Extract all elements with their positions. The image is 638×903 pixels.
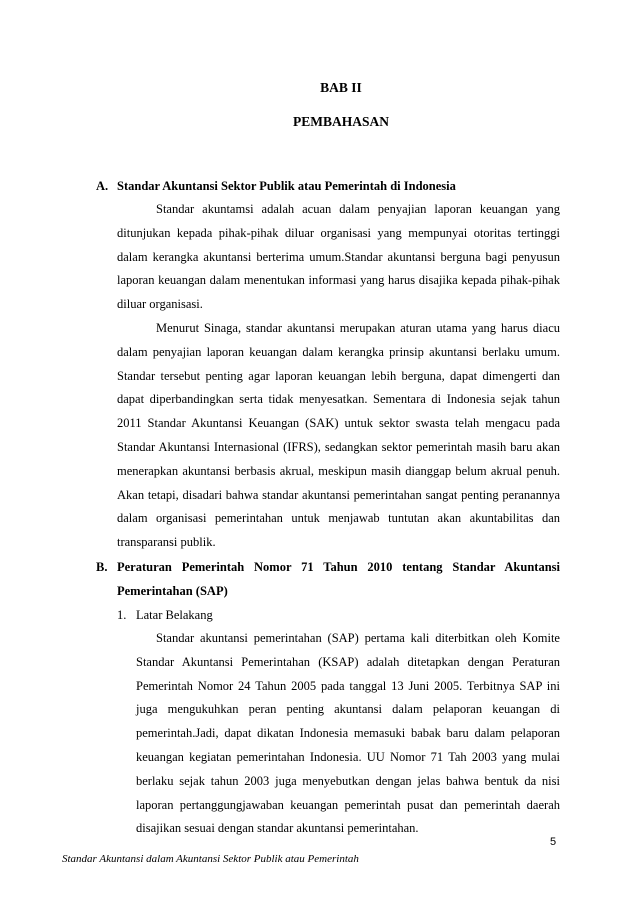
- section-b-title-line-2: Pemerintahan (SAP): [117, 584, 228, 598]
- chapter-number: BAB II: [320, 80, 362, 95]
- section-b-heading: [96, 555, 566, 603]
- section-a-paragraph-2: Menurut Sinaga, standar akuntansi merupakan aturan utama yang harus diacu dalam penyajian laporan keuangan dalam kerangka prinsip akuntansi berlaku umum. Standar tersebut penting agar laporan keuangan lebih berguna, dapat dimengerti dan dapat diperbandingkan serta tidak menyesatkan. Sementara di Indonesia sejak tahun 2011 Standar Akuntansi Keuangan (SAK) untuk sektor swasta telah mengacu pada Standar Akuntansi Internasional (IFRS), sedangkan sektor pemerintah masih baru akan menerapkan akuntansi berbasis akrual, meskipun masih dianggap belum akrual penuh. Akan tetapi, disadari bahwa standar akuntansi pemerintahan sangat penting peranannya dalam organisasi pemerintahan untuk menjawab tuntutan akan akuntabilitas dan transparansi publik.: [117, 321, 560, 550]
- section-b-title-line-1: Peraturan Pemerintah Nomor 71 Tahun 2010 tentang Standar Akuntansi: [117, 560, 560, 574]
- section-a-title: Standar Akuntansi Sektor Publik atau Pemerintah di Indonesia: [117, 179, 456, 193]
- chapter-title: PEMBAHASAN: [292, 114, 389, 129]
- section-a-heading: [96, 174, 566, 198]
- page-number: 5: [550, 836, 557, 848]
- section-a-letter: A.: [96, 179, 109, 193]
- section-b-paragraph: Standar akuntansi pemerintahan (SAP) pertama kali diterbitkan oleh Komite Standar Akuntansi Pemerintahan (KSAP) adalah ditetapkan dengan Peraturan Pemerintah Nomor 24 Tahun 2005 pada tanggal 13 Juni 2005. Terbitnya SAP ini juga mengukuhkan peran penting akuntansi dalam pelaporan keuangan di pemerintah.Jadi, dapat dikatan Indonesia memasuki babak baru dalam pelaporan keuangan kegiatan pemerintahan Indonesia. UU Nomor 71 Tah 2003 yang mulai berlaku sejak tahun 2003 juga menyebutkan dengan jelas bahwa bentuk da nisi laporan pertanggungjawaban keuangan pemerintah pusat dan pemerintah daerah disajikan sesuai dengan standar akuntansi pemerintahan.: [136, 631, 560, 836]
- section-b-item-1-number: 1.: [117, 608, 127, 622]
- section-b-item-1-label: Latar Belakang: [136, 608, 213, 622]
- section-b-letter: B.: [96, 560, 108, 574]
- page-footer: Standar Akuntansi dalam Akuntansi Sektor Publik atau Pemerintah: [62, 853, 359, 865]
- section-a-paragraph-1: Standar akuntamsi adalah acuan dalam penyajian laporan keuangan yang ditunjukan kepada pihak-pihak diluar organisasi yang mempunyai otoritas tertinggi dalam kerangka akuntansi berterima umum.Standar akuntansi berguna bagi penyusun laporan keuangan dalam menentukan informasi yang harus disajika kepada pihak-pihak diluar organisasi.: [117, 202, 560, 312]
